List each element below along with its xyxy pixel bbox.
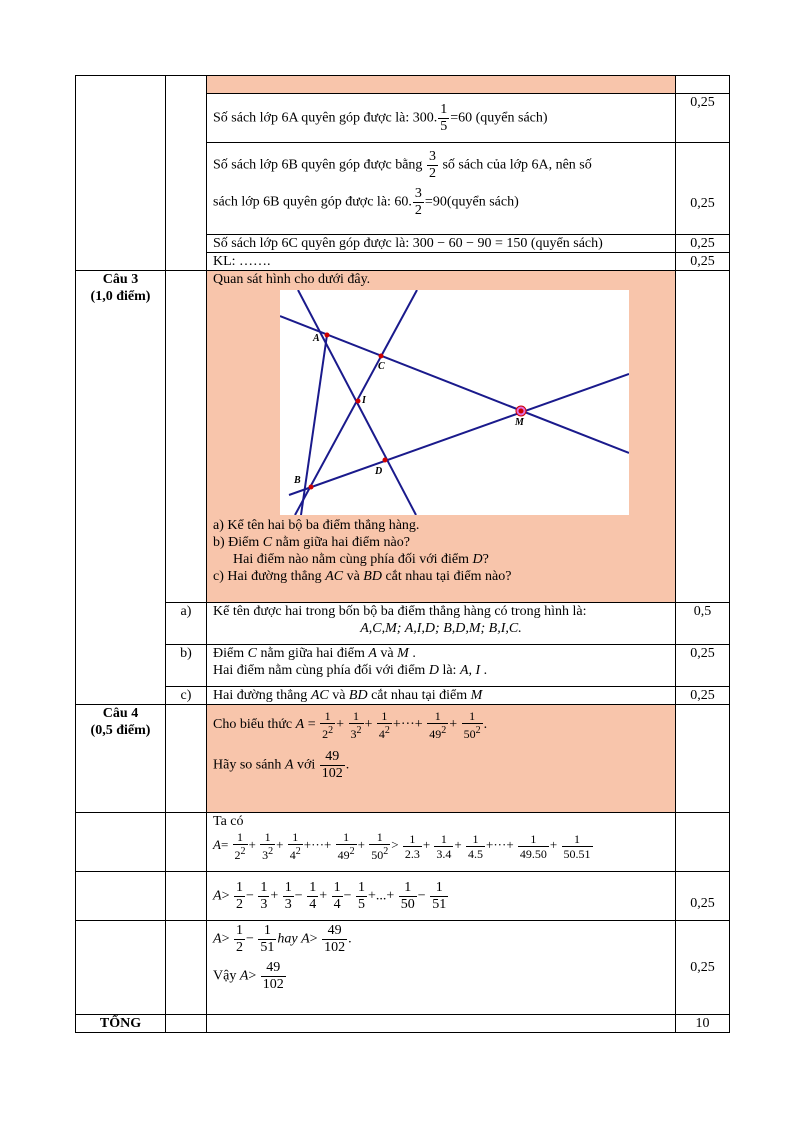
ans-b-label: b) [166, 645, 207, 687]
cau3-score: (1,0 điểm) [90, 289, 151, 304]
ans-a-label: a) [166, 603, 207, 645]
cau4-sol3: A> $\frac{1}{2}$ − $\frac{1}{51}$ hay A> $\frac{49}{102}$ . Vậy A> $\frac{49}{102}$ [207, 921, 676, 1015]
question-a: a) Kể tên hai bộ ba điểm thẳng hàng. [213, 518, 420, 533]
cau4-question: Cho biểu thức A = $\frac{1}{2^2}$ + $\frac{1}{3^2}$ + $\frac{1}{4^2}$ +···+ $\frac{1}{49^2}$ + $\frac{1}{50^2}$ . Hãy so sánh A với $\frac{49}{102}$ . [207, 705, 676, 813]
point-label-D: D [375, 466, 383, 477]
cau4-score: (0,5 điểm) [90, 723, 151, 738]
question-b2: Hai điểm nào nằm cùng phía đối với điểm D? [233, 552, 489, 567]
total-points: 10 [676, 1015, 730, 1033]
cau2-sub-cell [166, 76, 207, 271]
fraction: $\frac{1}{5}$ [440, 101, 448, 134]
ans-c-label: c) [166, 687, 207, 705]
cau4-sub-empty [166, 705, 207, 813]
points-empty [676, 271, 730, 603]
points-6b: 0,25 [676, 143, 730, 235]
cau4-label: Câu 4 [102, 706, 139, 721]
cau3-question: Quan sát hình cho dưới đây. A C I M D B a) Kể tên hai bộ ba điểm thẳng hàng. b) Điểm C nằm giữa hai điểm nào? Hai điểm nào nằm cùng phía đối với điểm D? c) Hai đường thẳng AC và BD cắt nhau tại điểm nào? [207, 271, 676, 603]
ans-c: Hai đường thẳng AC và BD cắt nhau tại điểm M [207, 687, 676, 705]
question-c: c) Hai đường thẳng AC và BD cắt nhau tại điểm nào? [213, 569, 512, 584]
answer-6c: Số sách lớp 6C quyên góp được là: 300 − 60 − 90 = 150 (quyển sách) [207, 235, 676, 253]
point-M [519, 409, 524, 414]
fraction: $\frac{3}{2}$ [414, 186, 422, 218]
answer-table [75, 75, 730, 1033]
points-sol3: 0,25 [676, 921, 730, 1015]
answer-6a: Số sách lớp 6A quyên góp được là: 300. $\frac{1}{5}$ =60 (quyển sách) [207, 94, 676, 143]
point-I [356, 399, 361, 404]
answer-6b: Số sách lớp 6B quyên góp được bằng $\frac{3}{2}$ số sách của lớp 6A, nên số sách lớp 6B quyên góp được là: 60. $\frac{3}{2}$ =90(quyển sách) [207, 143, 676, 235]
conclusion: KL: ……. [207, 253, 676, 271]
cau3-sub-empty [166, 271, 207, 603]
point-label-M: M [515, 417, 524, 428]
points-6a: 0,25 [676, 94, 730, 143]
total-label: TỔNG [76, 1015, 166, 1033]
cau4-points-empty [676, 705, 730, 813]
point-B [309, 485, 314, 490]
points-sol2: 0,25 [676, 872, 730, 921]
cau2-label-cell [76, 76, 166, 271]
point-label-B: B [294, 475, 301, 486]
cau3-label-cell [76, 271, 166, 705]
cau4-sol1: Ta có A= $\frac{1}{2^2}$ + $\frac{1}{3^2}$ + $\frac{1}{4^2}$ +···+ $\frac{1}{49^2}$ + $\frac{1}{50^2}$ > $\frac{1}{2.3}$ + $\frac{1}{3.4}$ + $\frac{1}{4.5}$ +···+ $\frac{1}{49.50}$ + $\frac{1}{50.51}$ [207, 813, 676, 872]
geometry-figure [280, 290, 629, 515]
ans-b: Điểm C nằm giữa hai điểm A và M . Hai điểm nằm cùng phía đối với điểm D là: A, I . [207, 645, 676, 687]
point-label-C: C [378, 361, 385, 372]
point-label-I: I [362, 395, 366, 406]
points-b: 0,25 [676, 645, 730, 687]
point-A [325, 333, 330, 338]
cau4-sol2: A> $\frac{1}{2}$ − $\frac{1}{3}$ + $\frac{1}{3}$ − $\frac{1}{4}$ + $\frac{1}{4}$ − $\frac{1}{5}$ +...+ $\frac{1}{50}$ − $\frac{1}{51}$ [207, 872, 676, 921]
points-kl: 0,25 [676, 253, 730, 271]
fraction: $\frac{3}{2}$ [428, 149, 436, 181]
question-b: b) Điểm C nằm giữa hai điểm nào? [213, 535, 410, 550]
points-a: 0,5 [676, 603, 730, 645]
ans-a: Kể tên được hai trong bốn bộ ba điểm thẳng hàng có trong hình là: A,C,M; A,I,D; B,D,M; B,I,C. [207, 603, 676, 645]
cau3-label: Câu 3 [102, 272, 139, 287]
cau4-label-cell [76, 705, 166, 813]
points-c: 0,25 [676, 687, 730, 705]
point-label-A: A [313, 333, 320, 344]
geometry-diagram [280, 290, 629, 515]
point-D [383, 458, 388, 463]
points-6c: 0,25 [676, 235, 730, 253]
point-C [379, 354, 384, 359]
question-strip [207, 76, 676, 94]
points-cell [676, 76, 730, 94]
